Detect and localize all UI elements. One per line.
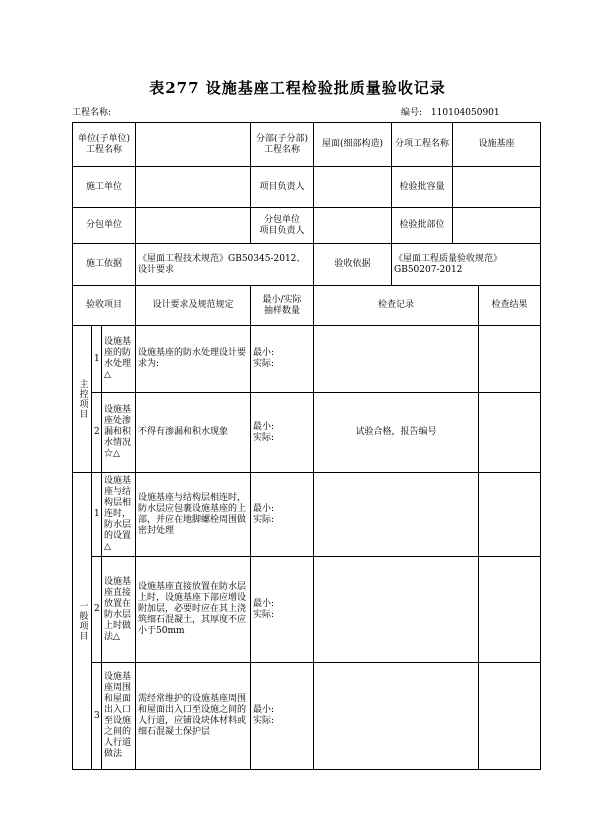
record-cell[interactable]: 试验合格，报告编号 [314, 393, 479, 473]
unit-label: 单位(子单位) 工程名称 [73, 123, 136, 167]
table-row [73, 393, 541, 473]
col-record: 检查记录 [314, 286, 479, 326]
pm-value[interactable] [314, 167, 392, 208]
accept-basis-value[interactable]: 《屋面工程质量验收规范》GB50207-2012 [392, 244, 541, 286]
item-requirement: 设施基座的防水处理设计要求为: [136, 326, 251, 393]
unit-value[interactable] [136, 123, 251, 167]
item-name: 设施基座周围和屋面出入口至设施之间的人行道做法 [102, 663, 136, 770]
subdivision-label: 分部(子分部) 工程名称 [251, 123, 314, 167]
item-label: 分项工程名称 [392, 123, 453, 167]
capacity-value[interactable] [453, 167, 541, 208]
table-row [73, 326, 541, 393]
min-label: 最小: [253, 348, 275, 358]
table-row [73, 473, 541, 557]
col-sample: 最小/实际 抽样数量 [251, 286, 314, 326]
sample-cell[interactable] [251, 663, 314, 770]
basis-label: 施工依据 [73, 244, 136, 286]
serial-value: 110104050901 [430, 108, 500, 118]
constructor-label: 施工单位 [73, 167, 136, 208]
item-requirement: 设施基座直接放置在防水层上时，设施基座下部应增设附加层，必要时应在其上浇筑细石混凝土，其厚度不应小于50mm [136, 557, 251, 663]
table-row [73, 663, 541, 770]
sample-cell[interactable] [251, 393, 314, 473]
sample-cell[interactable] [251, 557, 314, 663]
actual-label: 实际: [253, 514, 275, 525]
item-no: 2 [92, 393, 102, 473]
sample-cell[interactable] [251, 473, 314, 557]
group-main: 主控项目 [73, 326, 92, 473]
item-requirement: 设施基座与结构层相连时，防水层应包裹设施基座的上部，并应在地脚螺栓周围做密封处理 [136, 473, 251, 557]
result-cell[interactable] [479, 557, 541, 663]
item-name: 设施基座直接放置在防水层上时做法△ [102, 557, 136, 663]
accept-basis-label: 验收依据 [314, 244, 392, 286]
item-requirement: 需经常维护的设施基座周围和屋面出入口至设施之间的人行道，应铺设块体材料或细石混凝土保护层 [136, 663, 251, 770]
item-no: 1 [92, 326, 102, 393]
capacity-label: 检验批容量 [392, 167, 453, 208]
sample-cell[interactable] [251, 326, 314, 393]
item-name: 设施基座与结构层相连时，防水层的设置△ [102, 473, 136, 557]
subdivision-value[interactable]: 屋面(细部构造) [314, 123, 392, 167]
actual-label: 实际: [253, 432, 275, 443]
project-name-label: 工程名称: [72, 108, 112, 118]
min-label: 最小: [253, 598, 275, 609]
item-name: 设施基座的防水处理△ [102, 326, 136, 393]
basis-value[interactable]: 《屋面工程技术规范》GB50345-2012、设计要求 [136, 244, 314, 286]
result-cell[interactable] [479, 663, 541, 770]
page-title: 表277 设施基座工程检验批质量验收记录 [149, 79, 446, 97]
serial-label: 编号: [401, 108, 423, 118]
record-cell[interactable] [314, 473, 479, 557]
item-requirement: 不得有渗漏和积水现象 [136, 393, 251, 473]
col-result: 检查结果 [479, 286, 541, 326]
location-label: 检验批部位 [392, 208, 453, 244]
item-no: 2 [92, 557, 102, 663]
sub-pm-label: 分包单位 项目负责人 [251, 208, 314, 244]
sub-unit-label: 分包单位 [73, 208, 136, 244]
sub-unit-value[interactable] [136, 208, 251, 244]
sub-pm-value[interactable] [314, 208, 392, 244]
min-label: 最小: [253, 421, 275, 432]
table-row [73, 557, 541, 663]
item-no: 3 [92, 663, 102, 770]
group-general: 一般项目 [73, 473, 92, 770]
col-item: 验收项目 [73, 286, 136, 326]
item-no: 1 [92, 473, 102, 557]
min-label: 最小: [253, 503, 275, 514]
inspection-table [72, 122, 541, 770]
serial-field [401, 105, 500, 118]
result-cell[interactable] [479, 393, 541, 473]
actual-label: 实际: [253, 359, 275, 369]
location-value[interactable] [453, 208, 541, 244]
result-cell[interactable] [479, 473, 541, 557]
constructor-value[interactable] [136, 167, 251, 208]
record-cell[interactable] [314, 557, 479, 663]
result-cell[interactable] [479, 326, 541, 393]
actual-label: 实际: [253, 716, 275, 726]
record-cell[interactable] [314, 663, 479, 770]
pm-label: 项目负责人 [251, 167, 314, 208]
item-value[interactable]: 设施基座 [453, 123, 541, 167]
record-cell[interactable] [314, 326, 479, 393]
min-label: 最小: [253, 705, 275, 715]
actual-label: 实际: [253, 609, 275, 620]
col-requirement: 设计要求及规范规定 [136, 286, 251, 326]
item-name: 设施基座处渗漏和积水情况☆△ [102, 393, 136, 473]
